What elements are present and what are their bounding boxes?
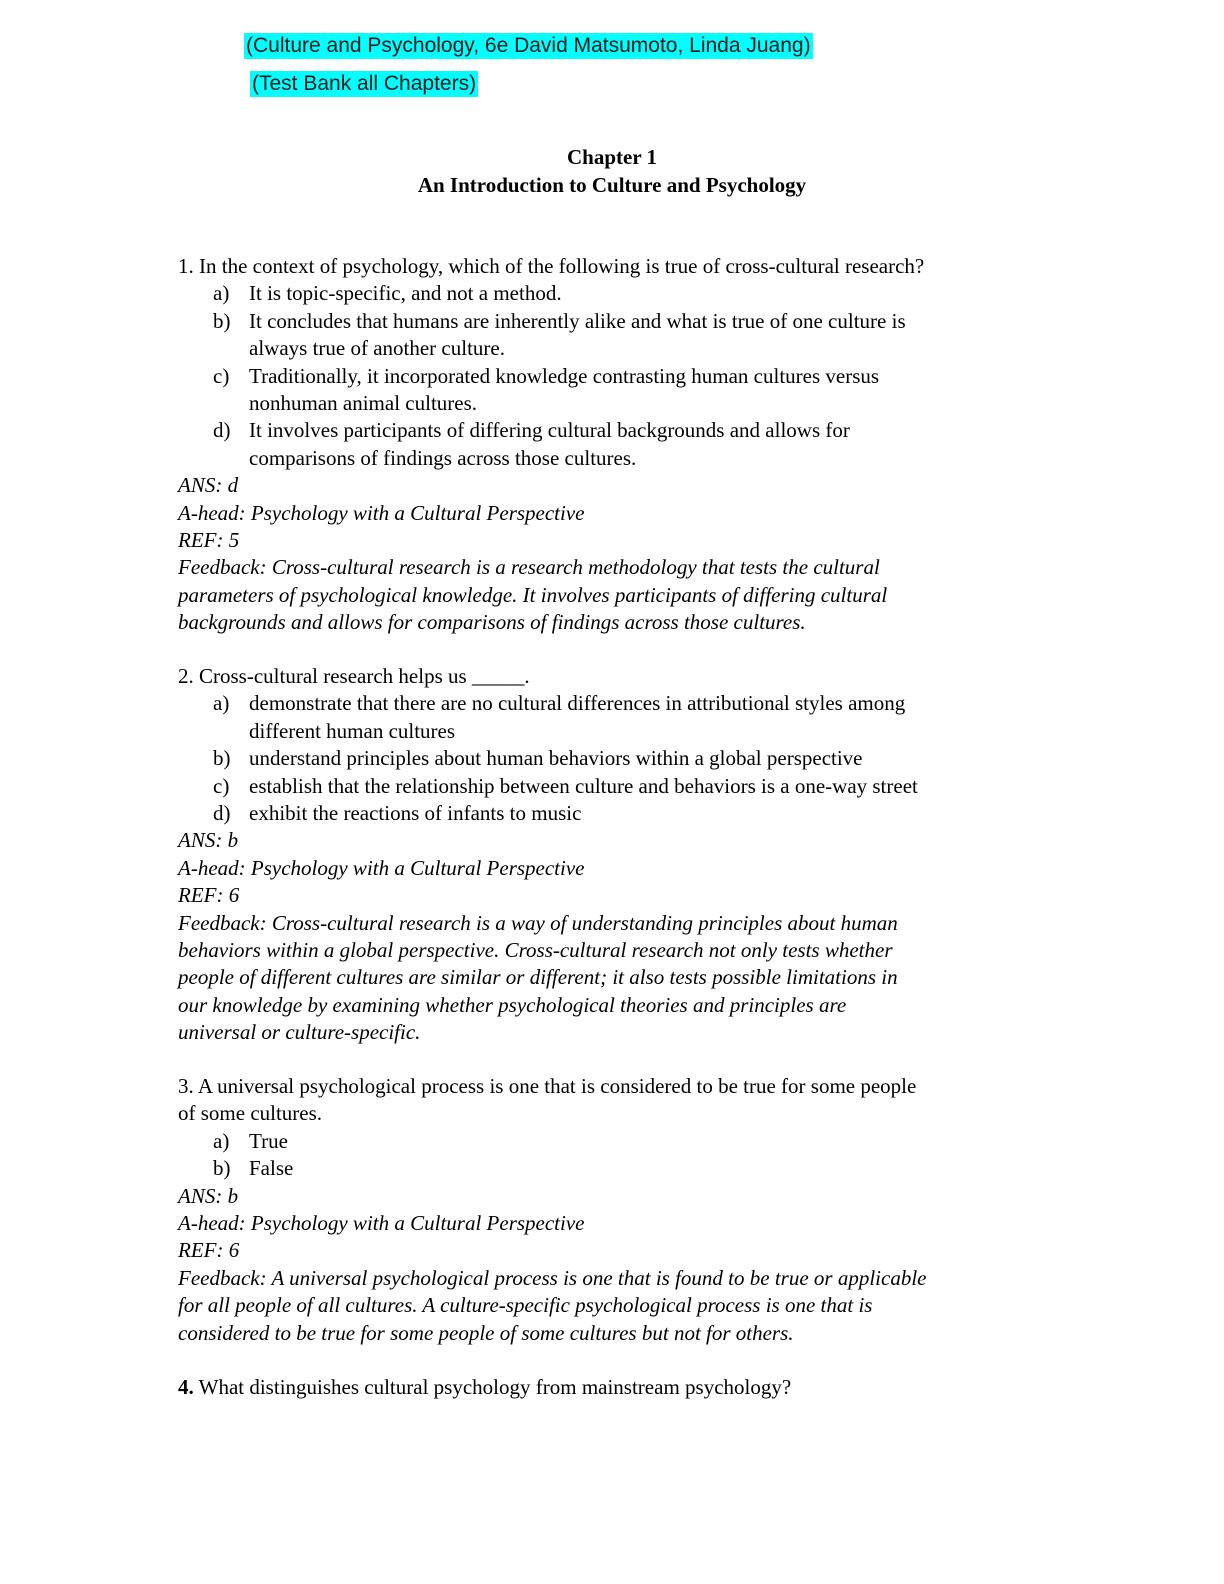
question-2 [178, 663, 1048, 1047]
question-1 [178, 253, 1048, 637]
question-4 [178, 1374, 1048, 1401]
option-text: It involves participants of differing cultural backgrounds and allows for [249, 418, 850, 443]
option-label: d) [213, 418, 231, 443]
option-list [178, 280, 1048, 472]
feedback: Feedback: Cross-cultural research is a way of understanding principles about human behaviors within a global perspective. Cross-cultural research not only tests whether people of different cultures are similar or different; it also tests possible limitations in our knowledge by examining whether psychological theories and principles are universal or culture-specific. [178, 910, 898, 1045]
question-stem [178, 663, 1048, 690]
option-a [178, 690, 1048, 745]
option-c [178, 773, 1048, 800]
answer-key: ANS: d [178, 473, 239, 498]
question-stem [178, 253, 1048, 280]
question-number: 3. [178, 1074, 194, 1098]
chapter-title: An Introduction to Culture and Psychology [417, 173, 807, 197]
option-label: c) [213, 773, 230, 798]
option-text: Traditionally, it incorporated knowledge contrasting human cultures versus [249, 363, 880, 388]
stem-line: of some cultures. [178, 1101, 323, 1126]
option-list [178, 690, 1048, 827]
option-d [178, 800, 1048, 827]
option-label: d) [213, 801, 231, 826]
option-text: different human cultures [249, 718, 456, 743]
option-label: b) [213, 1156, 231, 1181]
a-head: A-head: Psychology with a Cultural Perspective [178, 855, 585, 880]
feedback: Feedback: A universal psychological process is one that is found to be true or applicable for all people of all cultures. A culture-specific psychological process is one that is considered to be true for some people of some cultures but not for others. [178, 1265, 927, 1345]
option-text: demonstrate that there are no cultural differences in attributional styles among [249, 691, 906, 716]
option-text: It concludes that humans are inherently alike and what is true of one culture is [249, 308, 906, 333]
option-label: c) [213, 363, 230, 388]
question-number: 4. [178, 1375, 194, 1399]
question-number: 1. [178, 254, 194, 278]
option-a [178, 1128, 1048, 1155]
option-c [178, 363, 1048, 418]
highlighted-source-title: (Culture and Psychology, 6e David Matsumoto, Linda Juang) [246, 34, 811, 57]
option-label: b) [213, 746, 231, 771]
option-text: understand principles about human behaviors within a global perspective [249, 746, 863, 771]
page-reference: REF: 6 [178, 883, 240, 908]
answer-key: ANS: b [178, 1183, 239, 1208]
stem-line: A universal psychological process is one that is considered to be true for some people [197, 1074, 917, 1098]
option-text: comparisons of findings across those cultures. [249, 445, 637, 470]
chapter-number: Chapter 1 [566, 145, 658, 169]
a-head: A-head: Psychology with a Cultural Perspective [178, 1211, 585, 1236]
option-b [178, 1155, 1048, 1182]
option-label: b) [213, 308, 231, 333]
page-reference: REF: 6 [178, 1238, 240, 1263]
option-a [178, 280, 1048, 307]
answer-key: ANS: b [178, 828, 239, 853]
question-number: 2. [178, 664, 194, 688]
option-text: exhibit the reactions of infants to music [249, 801, 582, 826]
option-text: always true of another culture. [249, 336, 505, 361]
stem-line: Cross-cultural research helps us _____. [199, 664, 530, 688]
option-text: nonhuman animal cultures. [249, 391, 478, 416]
option-label: a) [213, 1128, 230, 1153]
question-3 [178, 1073, 1048, 1347]
highlighted-subtitle: (Test Bank all Chapters) [252, 72, 477, 95]
option-text: It is topic-specific, and not a method. [249, 281, 562, 306]
option-text: True [249, 1128, 288, 1153]
option-label: a) [213, 281, 230, 306]
a-head: A-head: Psychology with a Cultural Perspective [178, 500, 585, 525]
stem-line: In the context of psychology, which of the following is true of cross-cultural research? [199, 254, 925, 278]
option-b [178, 308, 1048, 363]
option-label: a) [213, 691, 230, 716]
option-list [178, 1128, 1048, 1183]
option-d [178, 417, 1048, 472]
question-stem [178, 1374, 1048, 1401]
feedback: Feedback: Cross-cultural research is a research methodology that tests the cultural parameters of psychological knowledge. It involves participants of differing cultural backgrounds and allows for comparisons of findings across those cultures. [178, 555, 888, 635]
option-b [178, 745, 1048, 772]
question-stem [178, 1073, 1048, 1128]
option-text: False [249, 1156, 294, 1181]
stem-line: What distinguishes cultural psychology from mainstream psychology? [198, 1375, 792, 1399]
option-text: establish that the relationship between culture and behaviors is a one-way street [249, 773, 918, 798]
page-reference: REF: 5 [178, 528, 240, 553]
